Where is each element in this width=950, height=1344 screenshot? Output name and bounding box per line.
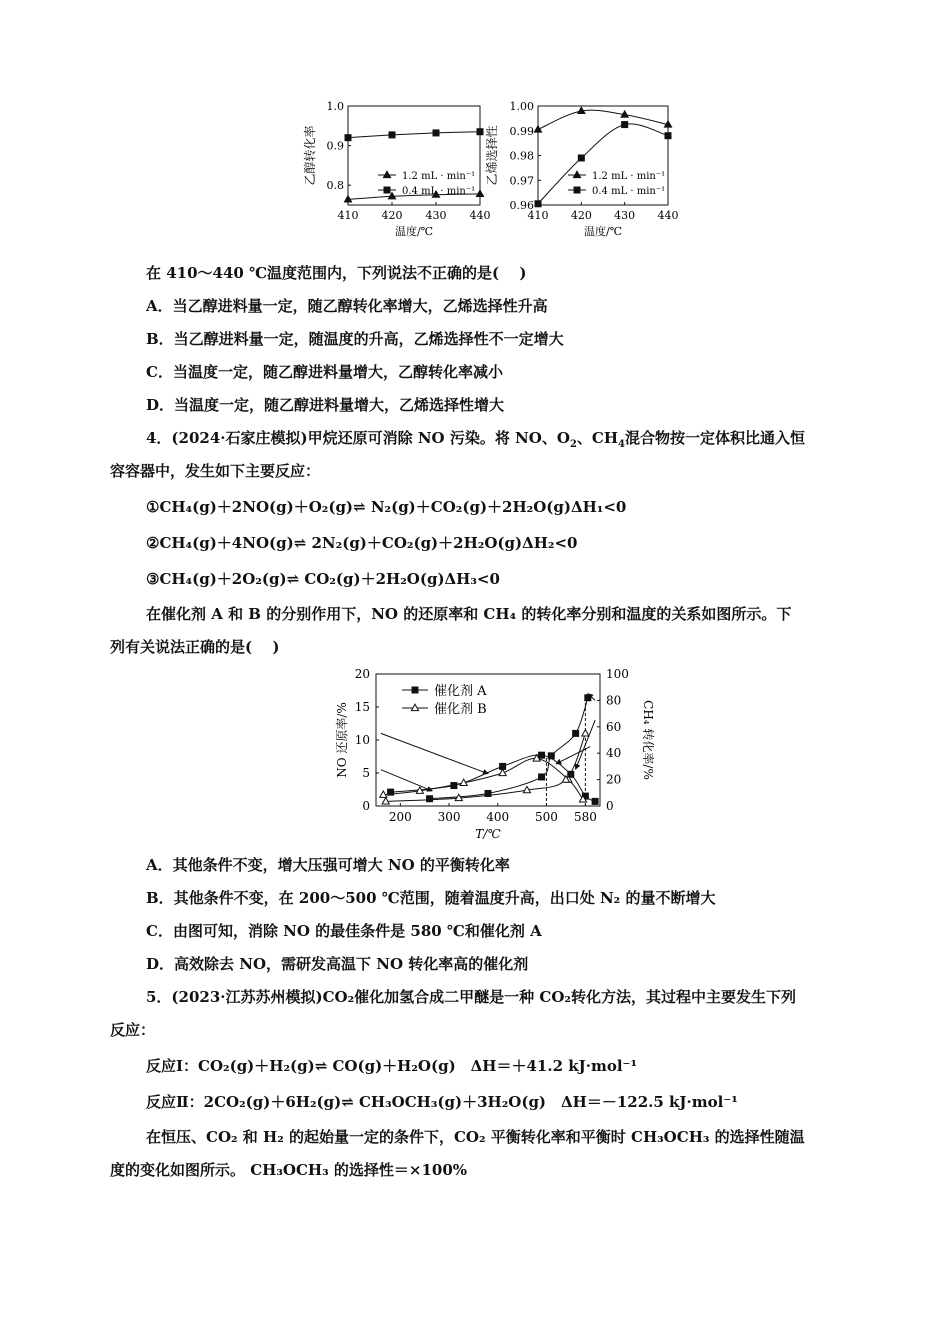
fig2-legend-marker: [411, 704, 418, 710]
fig2-left-tick-label: 10: [354, 733, 370, 747]
fig2-left-tick-label: 5: [362, 766, 370, 780]
sel-data-point: [665, 133, 671, 139]
fig2-annotation-arrow: [381, 770, 432, 791]
sel-xtick-label: 420: [570, 209, 592, 222]
fig2-legend-label: 催化剂 A: [434, 684, 487, 699]
fig2-data-point: [539, 752, 545, 758]
sel-data-point: [535, 201, 541, 207]
ethylene-selectivity-chart: [484, 92, 694, 252]
q4-description-line2: 列有关说法正确的是( ): [110, 638, 280, 656]
conv-ytick-label: 1.0: [326, 100, 344, 113]
conv-data-point: [433, 130, 439, 136]
sel-legend-marker: [574, 187, 580, 193]
q5-description-line2: 度的变化如图所示。 CH₃OCH₃ 的选择性＝×100%: [110, 1161, 468, 1179]
q3-option-a: A．当乙醇进料量一定，随乙醇转化率增大，乙烯选择性升高: [146, 297, 548, 315]
sel-ytick-label: 1.00: [509, 100, 534, 113]
conv-ytick-label: 0.9: [326, 139, 344, 153]
sel-data-point: [534, 126, 541, 132]
sel-xtick-label: 410: [527, 209, 549, 222]
q5-reaction-1: 反应Ⅰ：CO₂(g)＋H₂(g)⇌ CO(g)＋H₂O(g) ΔH＝＋41.2 kJ·mol⁻¹: [146, 1057, 638, 1075]
conv-xtick-label: 440: [469, 209, 491, 222]
fig2-ylabel-right: CH₄ 转化率/%: [641, 700, 655, 780]
sel-ytick-label: 0.97: [509, 174, 534, 188]
sel-ytick-label: 0.96: [509, 199, 534, 212]
conv-data-point: [477, 129, 483, 135]
fig2-xtick-label: 400: [486, 810, 510, 824]
conv-ylabel: 乙醇转化率: [303, 125, 317, 186]
fig2-legend-marker: [412, 687, 418, 693]
conv-series-line-1: [348, 132, 480, 138]
conv-data-point: [389, 132, 395, 138]
fig2-right-tick-label: 40: [606, 746, 622, 761]
conv-data-point: [476, 190, 483, 196]
conv-xtick-label: 410: [337, 209, 359, 222]
q4-description-line1: 在催化剂 A 和 B 的分别作用下，NO 的还原率和 CH₄ 的转化率分别和温度的关系如图所示。下: [146, 605, 792, 623]
conv-xtick-label: 430: [425, 209, 447, 222]
fig2-data-point: [582, 730, 589, 736]
q3-option-c: C．当温度一定，随乙醇进料量增大，乙醇转化率减小: [146, 363, 503, 381]
conv-legend-marker: [384, 187, 390, 193]
fig2-data-point: [539, 774, 545, 780]
conv-ytick-label: 0.8: [326, 179, 344, 193]
fig2-data-point: [427, 796, 433, 802]
q4-option-a: A．其他条件不变，增大压强可增大 NO 的平衡转化率: [146, 856, 510, 874]
q3-stem: 在 410～440 ℃温度范围内，下列说法不正确的是( ): [146, 264, 527, 282]
sel-xtick-label: 430: [614, 209, 636, 222]
q4-option-d: D．高效除去 NO，需研发高温下 NO 转化率高的催化剂: [146, 955, 529, 973]
fig2-xtick-label: 300: [437, 810, 461, 824]
fig2-right-tick-label: 0: [606, 799, 614, 813]
fig2-xtick-label: 200: [388, 810, 412, 824]
fig2-plot-frame: [376, 674, 600, 806]
fig2-xtick-label: 580: [573, 810, 597, 824]
q4-reaction-3: ③CH₄(g)＋2O₂(g)⇌ CO₂(g)＋2H₂O(g)ΔH₃<0: [146, 570, 500, 588]
ethanol-conversion-chart: [300, 92, 500, 252]
fig2-right-tick-label: 60: [606, 719, 622, 734]
fig2-legend-label: 催化剂 B: [434, 702, 487, 717]
fig2-data-point: [573, 730, 579, 736]
q5-description-line1: 在恒压、CO₂ 和 H₂ 的起始量一定的条件下，CO₂ 平衡转化率和平衡时 CH₃OCH₃ 的选择性随温: [146, 1128, 805, 1146]
q5-stem-line2: 反应：: [110, 1021, 156, 1039]
q4-option-b: B．其他条件不变，在 200～500 ℃范围，随着温度升高，出口处 N₂ 的量不断增大: [146, 889, 716, 907]
q3-option-d: D．当温度一定，随乙醇进料量增大，乙烯选择性增大: [146, 396, 505, 414]
q4-reaction-2: ②CH₄(g)＋4NO(g)⇌ 2N₂(g)＋CO₂(g)＋2H₂O(g)ΔH₂<0: [146, 534, 578, 552]
q4-option-c: C．由图可知，消除 NO 的最佳条件是 580 ℃和催化剂 A: [146, 922, 542, 940]
sel-series-line-0: [538, 110, 668, 129]
q3-option-b: B．当乙醇进料量一定，随温度的升高，乙烯选择性不一定增大: [146, 330, 564, 348]
conv-legend-label: 1.2 mL · min⁻¹: [402, 171, 476, 182]
fig2-xtick-label: 500: [534, 810, 558, 824]
no-reduction-ch4-conversion-chart: [330, 664, 655, 846]
fig2-data-point: [548, 753, 554, 759]
sel-ytick-label: 0.99: [509, 124, 534, 138]
conv-xlabel: 温度/℃: [394, 225, 434, 238]
conv-legend-label: 0.4 mL · min⁻¹: [402, 186, 476, 197]
fig2-right-tick-label: 20: [606, 772, 622, 787]
sel-legend-label: 1.2 mL · min⁻¹: [592, 171, 666, 182]
sel-ylabel: 乙烯选择性: [485, 125, 499, 186]
fig2-left-tick-label: 0: [362, 799, 370, 813]
q4-stem-line1: 4．(2024·石家庄模拟)甲烷还原可消除 NO 污染。将 NO、$O_2$、$CH_4$混合物按一定体积比通入恒: [146, 429, 805, 450]
q5-stem-line1: 5．(2023·江苏苏州模拟)CO₂催化加氢合成二甲醚是一种 CO₂转化方法，其过程中主要发生下列: [146, 988, 796, 1006]
sel-xlabel: 温度/℃: [583, 225, 623, 238]
sel-ytick-label: 0.98: [509, 149, 534, 163]
q4-reaction-1: ①CH₄(g)＋2NO(g)＋O₂(g)⇌ N₂(g)＋CO₂(g)＋2H₂O(g)ΔH₁<0: [146, 498, 627, 516]
fig2-ylabel-left: NO 还原率/%: [335, 702, 349, 778]
fig2-left-tick-label: 15: [354, 700, 370, 714]
sel-data-point: [622, 122, 628, 128]
sel-data-point: [578, 155, 584, 161]
sel-legend-marker: [573, 171, 580, 177]
conv-xtick-label: 420: [381, 209, 403, 222]
conv-data-point: [345, 135, 351, 141]
fig2-data-point: [592, 798, 598, 804]
q4-stem-line2: 容容器中，发生如下主要反应：: [110, 462, 321, 480]
sel-legend-label: 0.4 mL · min⁻¹: [592, 186, 666, 197]
fig2-right-tick-label: 80: [606, 693, 622, 708]
fig2-series-line-1: [383, 758, 583, 799]
fig2-right-tick-label: 100: [606, 667, 629, 681]
q5-reaction-2: 反应Ⅱ：2CO₂(g)＋6H₂(g)⇌ CH₃OCH₃(g)＋3H₂O(g) ΔH＝－122.5 kJ·mol⁻¹: [146, 1093, 738, 1111]
fig2-annotation-arrow: [381, 733, 488, 773]
fig2-left-tick-label: 20: [354, 667, 370, 681]
conv-legend-marker: [383, 171, 390, 177]
sel-xtick-label: 440: [657, 209, 679, 222]
fig2-xlabel: T/℃: [475, 827, 501, 841]
